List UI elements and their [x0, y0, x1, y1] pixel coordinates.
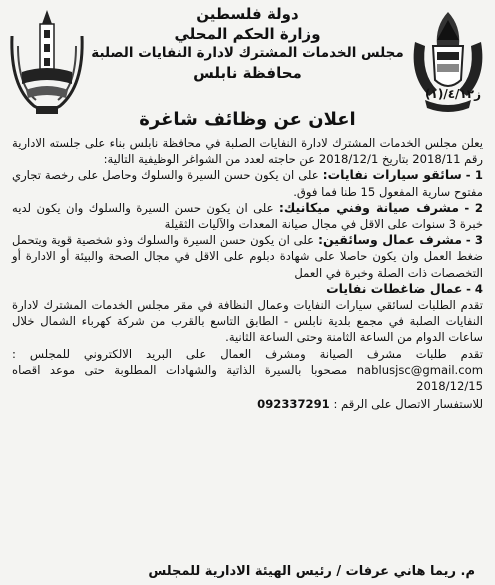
- announcement-body: [8, 131, 487, 394]
- email-paragraph: [12, 346, 483, 395]
- job-title: عمال ضاغطات نفايات: [326, 280, 463, 296]
- job-description: على ان يكون حسن السيرة والسلوك وان يكون لديه خبرة 3 سنوات على الاقل في مجال صيانة المعدات والآليات الثقيلة: [12, 200, 483, 232]
- job-number: 4 -: [466, 281, 483, 296]
- job-title: مشرف صيانة وفني ميكانيك:: [278, 199, 459, 215]
- phone-number: 092337291: [257, 397, 330, 412]
- contact-label: للاستفسار الاتصال على الرقم :: [333, 397, 483, 412]
- email-address: nablusjsc@gmail.com: [356, 362, 483, 377]
- job-item: [12, 200, 483, 232]
- job-number: 1 -: [465, 168, 483, 183]
- ministry-name: وزارة الحكم المحلي: [174, 25, 321, 43]
- job-title: سائقو سيارات نفايات:: [322, 167, 462, 183]
- reference-number: ز٤/١٢/(١): [425, 87, 481, 101]
- job-title: مشرف عمال وسائقين:: [317, 232, 463, 248]
- header: [88, 4, 407, 83]
- intro-paragraph: يعلن مجلس الخدمات المشترك لادارة النفايات الصلبة في محافظة نابلس بناء على جلسته الادارية رقم 2018/11 بتاريخ 2018/12/1 عن حاجته لعدد من الشواغر الوظيفية التالية:: [12, 136, 483, 167]
- state-name: دولة فلسطين: [196, 5, 299, 23]
- email-after: مصحوبا بالسيرة الذاتية والشهادات المطلوبة حتى موعد: [49, 362, 348, 377]
- council-name: مجلس الخدمات المشترك لادارة النفايات الصلبة: [91, 45, 404, 61]
- job-number: 3 -: [465, 233, 483, 248]
- applications-paragraph: تقدم الطلبات لسائقي سيارات النفايات وعمال النظافة في مقر مجلس الخدمات المشترك لادارة النفايات الصلبة في مجمع بلدية نابلس - الطابق التاسع بالقرب من شركة كهرباء الشمال خلال ساعات الدوام من الساعة الثامنة وحتى الساعة الثانية.: [12, 298, 483, 345]
- job-item: [12, 167, 483, 199]
- job-description: على ان يكون حسن السيرة والسلوك وحاصل على رخصة تجاري مفتوح سارية المفعول 15 طنا فما فوق.: [12, 168, 483, 199]
- job-item: [12, 281, 483, 297]
- reference-line: [8, 87, 487, 109]
- job-number: 2 -: [464, 200, 483, 215]
- announcement-title: اعلان عن وظائف شاغرة: [139, 109, 356, 130]
- contact-line: [8, 394, 487, 412]
- email-intro: تقدم طلبات مشرف الصيانة ومشرف العمال على البريد الالكتروني للمجلس :: [12, 346, 483, 361]
- signature: م. ريما هاني عرفات / رئيس الهيئة الادارية للمجلس: [148, 564, 475, 579]
- deadline: اقصاه 2018/12/15: [12, 362, 483, 394]
- job-description: على ان يكون حسن السيرة والسلوك وذو شخصية قوية ويتحمل ضغط العمل وان يكون حاصلا على شهادة دبلوم على الاقل في مجال الصحة والبيئة أو الادارة أو التخصصات ذات الصلة وخبرة في العمل: [12, 233, 483, 280]
- job-item: [12, 232, 483, 281]
- governorate-name: محافظة نابلس: [193, 64, 302, 82]
